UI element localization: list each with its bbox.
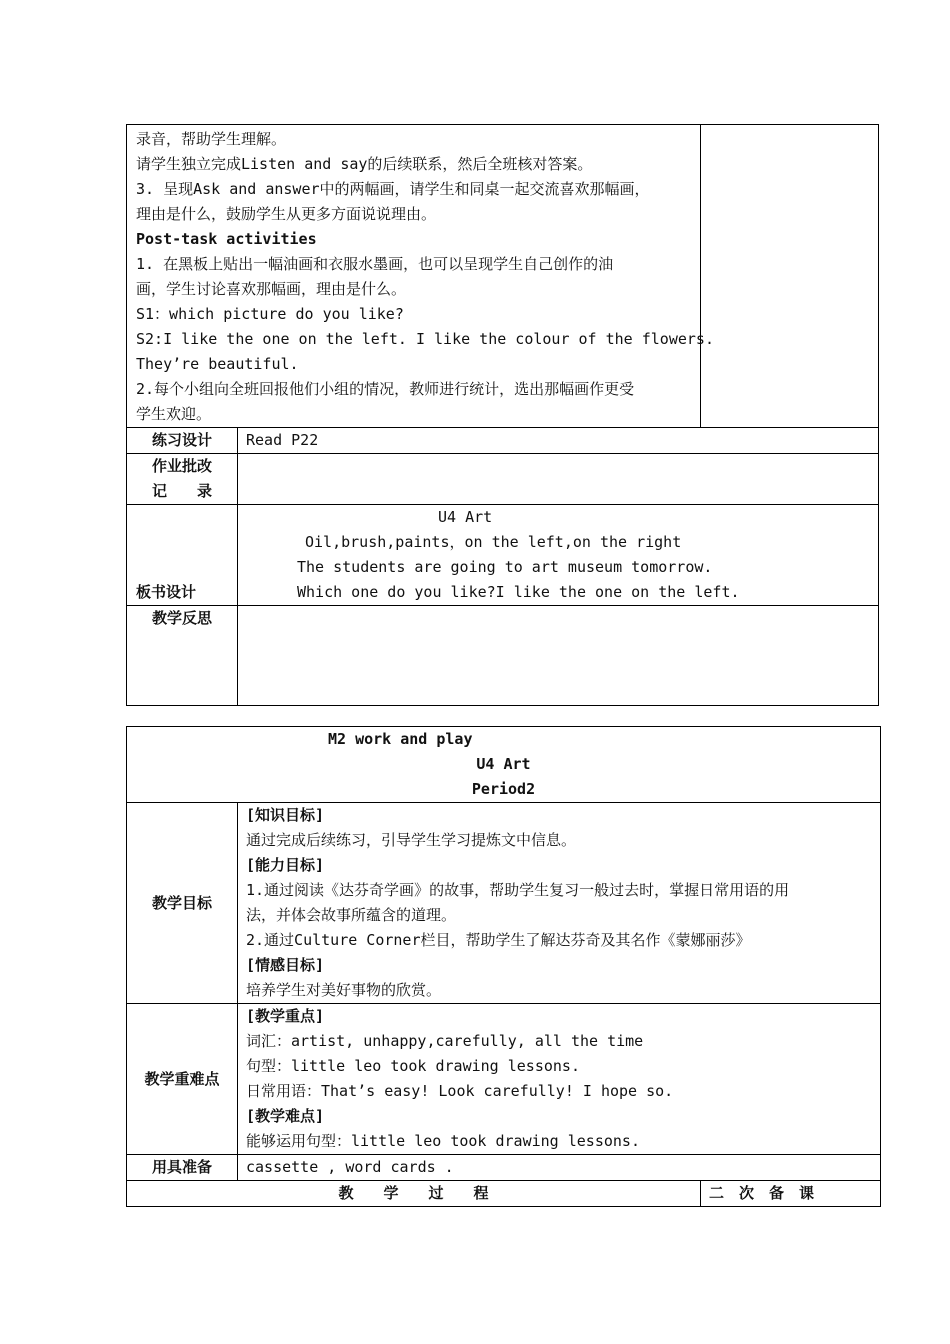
goals-line: [知识目标] bbox=[246, 806, 325, 824]
process-line: 2.每个小组向全班回报他们小组的情况，教师进行统计，选出那幅画作更受 bbox=[136, 380, 635, 398]
keypoints-line: 日常用语：That’s easy! Look carefully! I hope so. bbox=[246, 1082, 674, 1100]
tools-value-cell bbox=[238, 1155, 881, 1181]
board-line-sentence: The students are going to art museum tomorrow. bbox=[297, 558, 713, 576]
board-label-cell bbox=[127, 505, 238, 606]
process-line: 画，学生讨论喜欢那幅画，理由是什么。 bbox=[136, 280, 407, 298]
goals-line: 培养学生对美好事物的欣赏。 bbox=[246, 981, 442, 999]
goals-line: [情感目标] bbox=[246, 956, 325, 974]
lesson-table-continued bbox=[126, 124, 879, 706]
goals-content-cell bbox=[238, 803, 881, 1004]
board-content-cell bbox=[238, 505, 879, 606]
process-line: Post-task activities bbox=[136, 230, 317, 248]
practice-label-cell bbox=[127, 428, 238, 454]
goals-lines bbox=[246, 803, 880, 1003]
practice-value-cell bbox=[238, 428, 879, 454]
reflection-value-cell bbox=[238, 606, 879, 706]
process-line: S1：which picture do you like? bbox=[136, 305, 404, 323]
goals-line: 1.通过阅读《达芬奇学画》的故事，帮助学生复习一般过去时，掌握日常用语的用 bbox=[246, 881, 790, 899]
process-line: They’re beautiful. bbox=[136, 355, 299, 373]
board-line-question: Which one do you like?I like the one on the left. bbox=[297, 583, 740, 601]
process-cell bbox=[127, 125, 714, 428]
goals-label: 教学目标 bbox=[151, 893, 212, 912]
process-line: 1. 在黑板上贴出一幅油画和衣服水墨画，也可以呈现学生自己创作的油 bbox=[136, 255, 614, 273]
keypoints-line: 词汇：artist, unhappy,carefully, all the time bbox=[246, 1032, 644, 1050]
second-prep-header: 二 次 备 课 bbox=[709, 1184, 815, 1202]
board-label: 板书设计 bbox=[136, 583, 197, 601]
reflection-label-cell bbox=[127, 606, 238, 706]
process-header: 教 学 过 程 bbox=[338, 1184, 489, 1202]
second-prep-header-cell bbox=[701, 1181, 881, 1207]
goals-line: [能力目标] bbox=[246, 856, 325, 874]
keypoints-line: [教学难点] bbox=[246, 1107, 325, 1125]
process-line: S2:I like the one on the left. I like the colour of the flowers. bbox=[136, 330, 714, 348]
homework-value-cell bbox=[238, 454, 879, 505]
practice-label: 练习设计 bbox=[151, 431, 212, 449]
keypoints-line: [教学重点] bbox=[246, 1007, 325, 1025]
board-title: U4 Art bbox=[438, 508, 493, 526]
module-title: M2 work and play bbox=[328, 730, 473, 748]
reflection-label: 教学反思 bbox=[151, 609, 212, 627]
process-line: 请学生独立完成Listen and say的后续联系，然后全班核对答案。 bbox=[136, 155, 593, 173]
homework-label-1: 作业批改 bbox=[151, 457, 212, 475]
keypoints-label: 教学重难点 bbox=[144, 1069, 220, 1088]
process-lines bbox=[136, 127, 714, 427]
keypoints-lines bbox=[246, 1004, 880, 1154]
period-title: Period2 bbox=[471, 780, 536, 798]
keypoints-line: 能够运用句型：little leo took drawing lessons. bbox=[246, 1132, 640, 1150]
goals-line: 2.通过Culture Corner栏目，帮助学生了解达芬奇及其名作《蒙娜丽莎》 bbox=[246, 931, 751, 949]
goals-line: 通过完成后续练习，引导学生学习提炼文中信息。 bbox=[246, 831, 577, 849]
lesson-plan-table bbox=[126, 726, 881, 1207]
goals-line: 法，并体会故事所蕴含的道理。 bbox=[246, 906, 457, 924]
process-line: 理由是什么，鼓励学生从更多方面说说理由。 bbox=[136, 205, 437, 223]
tools-label: 用具准备 bbox=[151, 1158, 212, 1176]
process-line: 学生欢迎。 bbox=[136, 405, 212, 423]
process-line: 录音，帮助学生理解。 bbox=[136, 130, 287, 148]
tools-label-cell bbox=[127, 1155, 238, 1181]
unit-title: U4 Art bbox=[476, 755, 531, 773]
second-prep-cell bbox=[701, 125, 879, 428]
homework-label-2: 记 录 bbox=[151, 482, 212, 500]
process-line: 3. 呈现Ask and answer中的两幅画，请学生和同桌一起交流喜欢那幅画， bbox=[136, 180, 650, 198]
board-line-vocab: Oil,brush,paints，on the left,on the right bbox=[305, 533, 682, 551]
tools-value: cassette , word cards . bbox=[246, 1158, 454, 1176]
goals-label-cell bbox=[127, 803, 238, 1004]
keypoints-content-cell bbox=[238, 1004, 881, 1155]
process-header-cell bbox=[127, 1181, 701, 1207]
keypoints-line: 句型：little leo took drawing lessons. bbox=[246, 1057, 580, 1075]
homework-label-cell bbox=[127, 454, 238, 505]
lesson-heading-cell bbox=[127, 727, 881, 803]
practice-value: Read P22 bbox=[246, 431, 319, 449]
keypoints-label-cell bbox=[127, 1004, 238, 1155]
